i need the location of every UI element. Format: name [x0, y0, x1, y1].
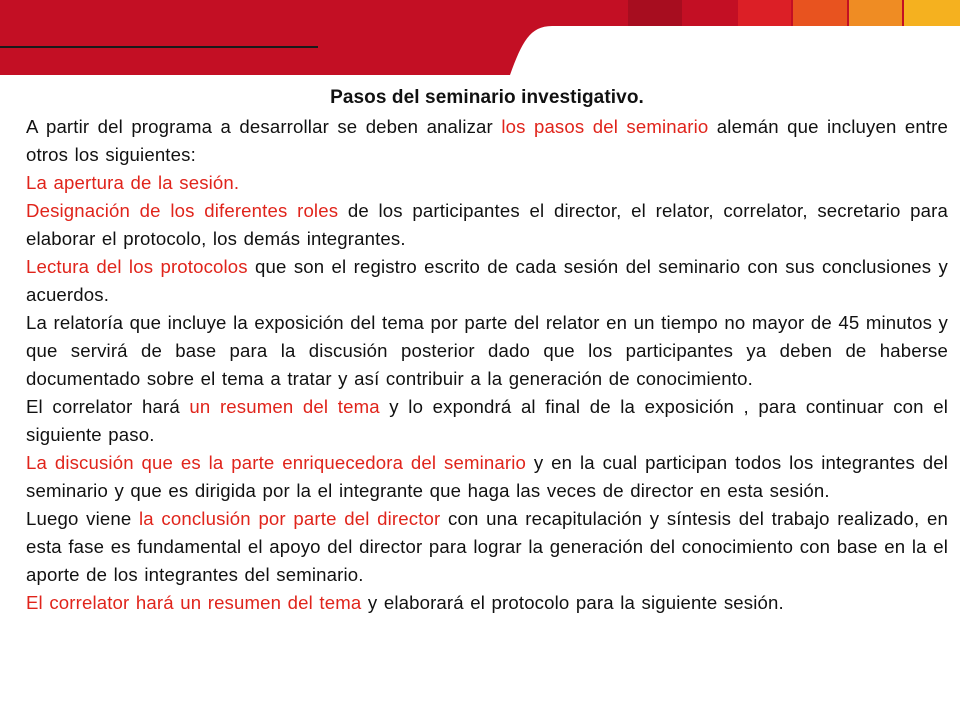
body-text: La relatoría que incluye la exposición del tema por parte del relator en un tiempo no mayor de 45 minutos y que servirá de base para la discusión posterior dado que los participantes ya deben de haberse documentado sobre el tema a tratar y así contribuir a la generación de conocimiento.: [26, 312, 948, 389]
header-block-4: [849, 0, 902, 26]
title-underline: [0, 46, 318, 48]
paragraph: [26, 393, 948, 449]
header-block-5: [904, 0, 960, 26]
slide-title: Pasos del seminario investigativo.: [330, 87, 644, 108]
body-text: con una recapitulación y síntesis del trabajo realizado, en esta fase es fundamental el apoyo del director para lograr la generación del conocimiento con base en la el aporte de los integrantes del seminario.: [26, 508, 948, 585]
body-text: alemán que incluyen entre otros los siguientes:: [26, 116, 948, 165]
header-block-3: [793, 0, 847, 26]
slide-content: [26, 84, 948, 617]
body-text: y elaborará el protocolo para la siguiente sesión.: [361, 592, 784, 613]
highlighted-text: El correlator hará un resumen del tema: [26, 592, 362, 613]
paragraph-list: [26, 113, 948, 617]
highlighted-text: La apertura de la sesión.: [26, 172, 240, 193]
paragraph: [26, 197, 948, 253]
paragraph: [26, 309, 948, 393]
body-text: y lo expondrá al final de la exposición , para continuar con el siguiente paso.: [26, 396, 949, 445]
body-text: de los participantes el director, el relator, correlator, secretario para elaborar el protocolo, los demás integrantes.: [26, 200, 948, 249]
body-text: que son el registro escrito de cada sesión del seminario con sus conclusiones y acuerdos.: [26, 256, 948, 305]
highlighted-text: Lectura del los protocolos: [26, 256, 248, 277]
paragraph: [26, 253, 948, 309]
body-text: y en la cual participan todos los integrantes del seminario y que es dirigida por la el integrante que haga las veces de director en esta sesión.: [26, 452, 948, 501]
highlighted-text: un resumen del tema: [189, 396, 380, 417]
highlighted-text: La discusión que es la parte enriquecedora del seminario: [26, 452, 526, 473]
highlighted-text: la conclusión por parte del director: [138, 508, 441, 529]
paragraph: [26, 505, 948, 589]
highlighted-text: Designación de los diferentes roles: [26, 200, 339, 221]
header-decoration: [0, 0, 960, 75]
header-band: [0, 0, 960, 75]
paragraph: [26, 589, 948, 617]
header-block-2: [738, 0, 791, 26]
paragraph: [26, 449, 948, 505]
body-text: El correlator hará: [26, 396, 190, 417]
paragraph: [26, 169, 948, 197]
highlighted-text: los pasos del seminario: [501, 116, 709, 137]
body-text: Luego viene: [26, 508, 139, 529]
paragraph: [26, 113, 948, 169]
header-block-1: [628, 0, 682, 26]
body-text: A partir del programa a desarrollar se deben analizar: [26, 116, 502, 137]
